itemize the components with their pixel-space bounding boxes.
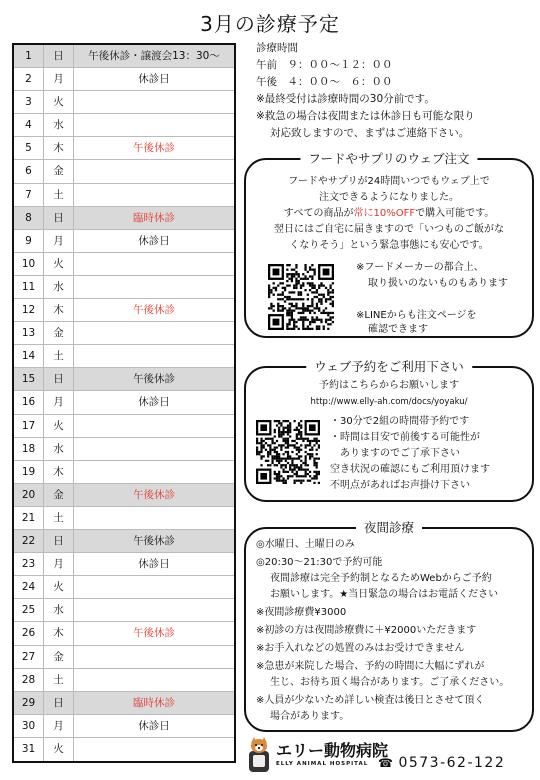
calendar-row: [14, 253, 234, 276]
calendar-date: 27: [14, 646, 44, 668]
calendar-date: 23: [14, 553, 44, 575]
calendar-row: [14, 692, 234, 715]
calendar-note: 休診日: [138, 73, 170, 86]
calendar-row: [14, 345, 234, 368]
food-line-5: くなりそう」という緊急事態にも安心です。: [289, 240, 489, 251]
calendar-note: [74, 646, 234, 668]
food-line-3c: で購入可能です。: [415, 208, 495, 219]
calendar-date: 13: [14, 322, 44, 344]
calendar-row: [14, 391, 234, 414]
hospital-name: エリー動物病院: [276, 741, 389, 760]
food-line-2: 注文できるようになりました。: [319, 192, 459, 203]
calendar-weekday: 金: [44, 322, 74, 344]
night-line-8: ※急患が来院した場合、予約の時間に大幅にずれが: [256, 661, 485, 672]
calendar-row: [14, 45, 234, 68]
calendar-weekday: 月: [44, 715, 74, 737]
calendar-row: [14, 368, 234, 391]
calendar-date: 9: [14, 230, 44, 252]
hospital-logo: [246, 737, 536, 777]
calendar-weekday: 月: [44, 553, 74, 575]
calendar-date: 21: [14, 507, 44, 529]
night-line-3: 夜間診療は完全予約制となるためWebからご予約: [270, 573, 492, 584]
food-line-4: 翌日にはご自宅に届きますので「いつものご飯がな: [274, 224, 504, 235]
night-line-7: ※お手入れなどの処置のみはお受けできません: [256, 643, 465, 654]
calendar-weekday: 土: [44, 184, 74, 206]
calendar-weekday: 火: [44, 576, 74, 598]
web-bullet-4: 空き状況の確認にもご利用頂けます: [330, 464, 490, 475]
food-line-1: フードやサプリが24時間いつでもウェブ上で: [288, 176, 490, 187]
calendar-note: 臨時休診: [133, 211, 175, 224]
hospital-name-en: ELLY ANIMAL HOSPITAL: [276, 761, 369, 767]
food-qr-code-icon[interactable]: [268, 264, 334, 330]
night-line-4: お願いします。★当日緊急の場合はお電話ください: [270, 589, 499, 600]
calendar-row: [14, 184, 234, 207]
night-line-9: 生じ、お待ち頂く場合があります。ご了承ください。: [270, 677, 510, 688]
calendar-note: 午後休診・譲渡会13：30〜: [88, 50, 220, 62]
calendar-weekday: 日: [44, 692, 74, 714]
night-line-2: ◎20:30〜21:30で予約可能: [256, 557, 383, 568]
calendar-row: [14, 276, 234, 299]
web-bullet-5: 不明点があればお声掛け下さい: [330, 480, 470, 491]
calendar-weekday: 月: [44, 68, 74, 90]
calendar-weekday: 日: [44, 530, 74, 552]
calendar-weekday: 水: [44, 276, 74, 298]
calendar-weekday: 月: [44, 230, 74, 252]
calendar-note: [74, 253, 234, 275]
calendar-weekday: 火: [44, 91, 74, 113]
calendar-row: [14, 230, 234, 253]
calendar-date: 8: [14, 207, 44, 229]
calendar-date: 29: [14, 692, 44, 714]
calendar-weekday: 日: [44, 368, 74, 390]
calendar-row: [14, 507, 234, 530]
calendar-row: [14, 622, 234, 645]
hours-afternoon: 午後 ４：００〜 ６：００: [256, 76, 393, 88]
calendar-note: [74, 438, 234, 460]
hours-section: [256, 40, 536, 142]
night-line-10: ※人員が少ないため詳しい検査は後日とさせて頂く: [256, 695, 485, 706]
calendar-row: [14, 738, 234, 761]
food-note-1b: 取り扱いのないものもあります: [368, 278, 508, 289]
night-clinic-box: [244, 520, 534, 732]
calendar-date: 3: [14, 91, 44, 113]
discount-text: 常に10%OFF: [353, 208, 416, 219]
calendar-date: 25: [14, 599, 44, 621]
calendar-date: 28: [14, 669, 44, 691]
food-order-box: [244, 151, 534, 338]
food-line-3a: すべての商品が: [283, 208, 354, 219]
calendar-weekday: 土: [44, 507, 74, 529]
calendar-weekday: 水: [44, 599, 74, 621]
calendar-row: [14, 576, 234, 599]
calendar-date: 10: [14, 253, 44, 275]
food-line-3: [246, 206, 532, 222]
calendar-table: [12, 43, 236, 763]
calendar-date: 17: [14, 415, 44, 437]
calendar-date: 14: [14, 345, 44, 367]
calendar-date: 7: [14, 184, 44, 206]
hours-note-last: ※最終受付は診療時間の30分前です。: [256, 93, 435, 105]
calendar-weekday: 月: [44, 391, 74, 413]
calendar-row: [14, 160, 234, 183]
night-clinic-title: 夜間診療: [356, 518, 422, 536]
web-reservation-title: ウェブ予約をご利用下さい: [306, 357, 472, 375]
calendar-weekday: 火: [44, 253, 74, 275]
calendar-note: 午後休診: [133, 627, 175, 640]
web-bullet-1: ・30分で2組の時間帯予約です: [330, 416, 470, 427]
calendar-row: [14, 415, 234, 438]
calendar-date: 16: [14, 391, 44, 413]
calendar-date: 15: [14, 368, 44, 390]
calendar-date: 11: [14, 276, 44, 298]
calendar-note: [74, 91, 234, 113]
food-note-1a: ※フードメーカーの都合上、: [356, 262, 484, 273]
calendar-date: 22: [14, 530, 44, 552]
calendar-date: 31: [14, 738, 44, 761]
calendar-weekday: 金: [44, 160, 74, 182]
calendar-weekday: 土: [44, 345, 74, 367]
food-note-2b: 確認できます: [368, 324, 428, 335]
calendar-row: [14, 91, 234, 114]
calendar-date: 12: [14, 299, 44, 321]
hours-morning: 午前 ９：００〜１２：００: [256, 59, 393, 71]
calendar-date: 4: [14, 114, 44, 136]
calendar-row: [14, 484, 234, 507]
calendar-note: [74, 276, 234, 298]
calendar-weekday: 水: [44, 438, 74, 460]
web-qr-code-icon[interactable]: [256, 420, 320, 484]
calendar-note: 午後休診: [133, 373, 175, 386]
calendar-row: [14, 599, 234, 622]
calendar-row: [14, 553, 234, 576]
calendar-row: [14, 137, 234, 160]
calendar-date: 19: [14, 461, 44, 483]
calendar-note: 午後休診: [133, 488, 175, 501]
calendar-date: 24: [14, 576, 44, 598]
web-bullet-2: ・時間は目安で前後する可能性が: [330, 432, 480, 443]
calendar-note: 午後休診: [133, 304, 175, 317]
hours-heading: 診療時間: [256, 42, 298, 54]
calendar-note: [74, 415, 234, 437]
calendar-date: 18: [14, 438, 44, 460]
calendar-note: 休診日: [138, 234, 170, 247]
web-url-link[interactable]: http://www.elly-ah.com/docs/yoyaku/: [310, 397, 468, 407]
calendar-weekday: 木: [44, 299, 74, 321]
calendar-weekday: 水: [44, 114, 74, 136]
calendar-weekday: 火: [44, 738, 74, 761]
calendar-date: 30: [14, 715, 44, 737]
calendar-note: [74, 114, 234, 136]
calendar-date: 1: [14, 45, 44, 67]
page-title: 3月の診療予定: [200, 12, 340, 36]
calendar-note: [74, 507, 234, 529]
phone-number[interactable]: [378, 755, 505, 771]
night-line-6: ※初診の方は夜間診療費に＋¥2000いただきます: [256, 625, 477, 636]
calendar-weekday: 日: [44, 207, 74, 229]
calendar-note: [74, 738, 234, 761]
calendar-note: 午後休診: [133, 142, 175, 155]
calendar-note: [74, 184, 234, 206]
calendar-note: [74, 599, 234, 621]
web-bullet-3: ありますのでご了承下さい: [340, 448, 460, 459]
night-line-11: 場合があります。: [270, 711, 350, 722]
calendar-note: [74, 461, 234, 483]
calendar-date: 20: [14, 484, 44, 506]
calendar-row: [14, 669, 234, 692]
calendar-row: [14, 646, 234, 669]
calendar-weekday: 木: [44, 461, 74, 483]
calendar-weekday: 金: [44, 484, 74, 506]
calendar-note: [74, 345, 234, 367]
calendar-row: [14, 715, 234, 738]
calendar-weekday: 日: [44, 45, 74, 67]
calendar-row: [14, 322, 234, 345]
calendar-note: 休診日: [138, 396, 170, 409]
dog-mascot-icon: [246, 737, 272, 773]
calendar-note: [74, 322, 234, 344]
calendar-note: [74, 669, 234, 691]
calendar-row: [14, 299, 234, 322]
food-order-title: フードやサプリのウェブ注文: [300, 149, 477, 167]
calendar-row: [14, 207, 234, 230]
calendar-row: [14, 461, 234, 484]
calendar-note: 休診日: [138, 558, 170, 571]
web-reservation-box: [244, 359, 534, 502]
calendar-weekday: 木: [44, 137, 74, 159]
night-line-1: ◎水曜日、土曜日のみ: [256, 539, 355, 550]
night-line-5: ※夜間診療費¥3000: [256, 607, 347, 618]
calendar-weekday: 土: [44, 669, 74, 691]
calendar-date: 5: [14, 137, 44, 159]
calendar-row: [14, 530, 234, 553]
calendar-weekday: 金: [44, 646, 74, 668]
calendar-weekday: 木: [44, 622, 74, 644]
calendar-note: [74, 160, 234, 182]
phone-number-text: 0573-62-122: [398, 755, 506, 771]
calendar-row: [14, 114, 234, 137]
calendar-row: [14, 438, 234, 461]
calendar-note: 午後休診: [133, 535, 175, 548]
hours-note-emergency: ※救急の場合は夜間または休診日も可能な限り: [256, 110, 475, 122]
food-note-2a: ※LINEからも注文ページを: [356, 310, 477, 321]
calendar-note: 休診日: [138, 719, 170, 732]
calendar-row: [14, 68, 234, 91]
calendar-date: 6: [14, 160, 44, 182]
calendar-weekday: 火: [44, 415, 74, 437]
web-line-1: 予約はこちらからお願いします: [319, 380, 459, 391]
phone-icon: ☎: [378, 756, 395, 770]
hours-note-emergency-2: 対応致しますので、まずはご連絡下さい。: [270, 127, 470, 139]
calendar-note: 臨時休診: [133, 696, 175, 709]
calendar-date: 2: [14, 68, 44, 90]
calendar-date: 26: [14, 622, 44, 644]
calendar-note: [74, 576, 234, 598]
